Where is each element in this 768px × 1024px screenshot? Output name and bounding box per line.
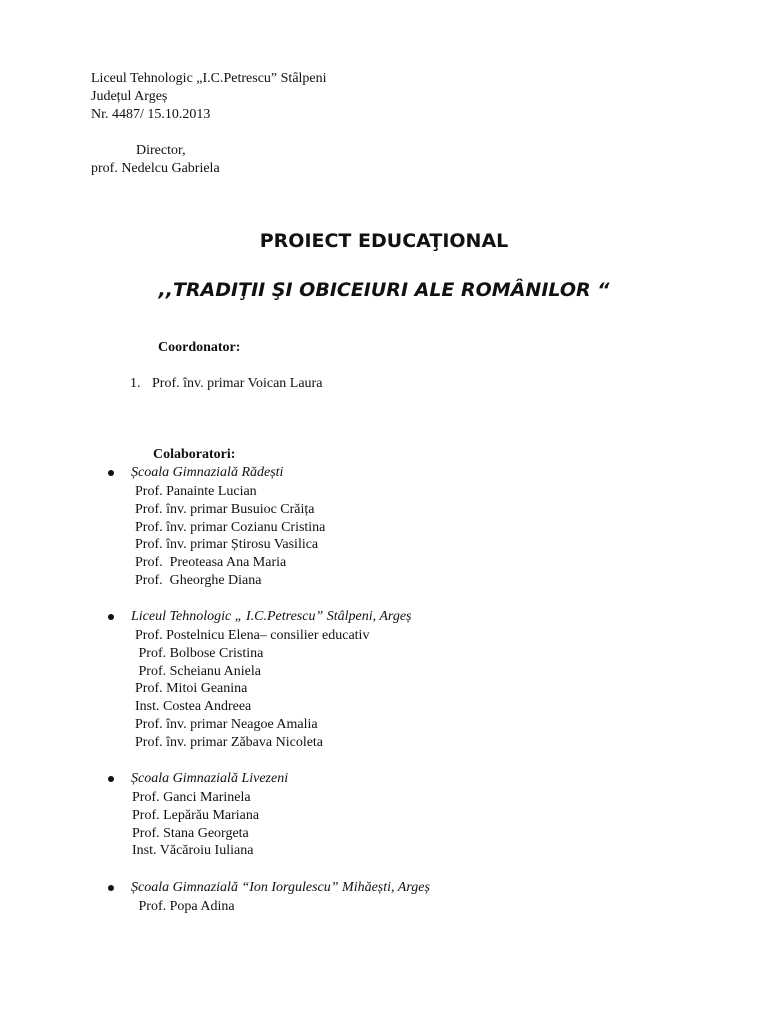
bullet-icon: [108, 885, 114, 891]
director-label: Director,: [136, 143, 186, 158]
list-item: Prof. înv. primar Cozianu Cristina: [135, 519, 326, 535]
list-item: Prof. Lepărău Mariana: [132, 807, 260, 823]
list-item: Prof. înv. primar Știrosu Vasilica: [135, 537, 319, 553]
bullet-icon: [108, 470, 114, 476]
list-item: Inst. Costea Andreea: [135, 699, 252, 715]
registration-number: Nr. 4487/ 15.10.2013: [91, 107, 211, 122]
collaborator-group: [108, 609, 412, 752]
list-item: Prof. Scheianu Aniela: [135, 663, 261, 679]
coordinator-label: Coordonator:: [158, 340, 241, 355]
school-name: Liceul Tehnologic „I.C.Petrescu” Stâlpeni: [91, 71, 327, 86]
list-item: Prof. Panainte Lucian: [135, 484, 257, 499]
collaborator-group: [108, 771, 289, 860]
list-item: Prof. înv. primar Neagoe Amalia: [135, 716, 318, 732]
bullet-icon: [108, 776, 114, 782]
collaborator-group: [108, 880, 430, 916]
document-subtitle: ,,TRADIŢII ŞI OBICEIURI ALE ROMÂNILOR “: [158, 279, 610, 301]
list-item: Prof. Gheorghe Diana: [135, 572, 262, 588]
list-item: Prof. înv. primar Busuioc Crăița: [135, 501, 315, 517]
list-item: Prof. Postelnicu Elena– consilier educativ: [135, 628, 370, 643]
collaborators-label: Colaboratori:: [153, 447, 236, 462]
group-heading: [108, 880, 430, 898]
list-item: Prof. Ganci Marinela: [132, 790, 251, 805]
group-school: Liceul Tehnologic „ I.C.Petrescu” Stâlpeni, Argeș: [131, 609, 412, 624]
list-item: Prof. Stana Georgeta: [132, 825, 249, 841]
group-heading: [108, 771, 289, 789]
document-title: PROIECT EDUCAŢIONAL: [259, 230, 509, 252]
coordinator-number: 1.: [130, 376, 141, 391]
group-school: Școala Gimnazială Rădești: [131, 465, 284, 480]
list-item: Prof. Bolbose Cristina: [135, 645, 264, 661]
list-item: Prof. Preoteasa Ana Maria: [135, 555, 287, 571]
director-name: prof. Nedelcu Gabriela: [91, 161, 220, 176]
collaborator-group: [108, 465, 325, 590]
group-heading: [108, 609, 412, 627]
coordinator-item: [130, 376, 322, 392]
list-item: Prof. Popa Adina: [135, 899, 235, 914]
list-item: Prof. Mitoi Geanina: [135, 681, 248, 697]
bullet-icon: [108, 614, 114, 620]
list-item: Inst. Văcăroiu Iuliana: [132, 843, 254, 859]
group-school: Școala Gimnazială Livezeni: [131, 771, 289, 786]
coordinator-name: Prof. înv. primar Voican Laura: [152, 376, 323, 391]
group-heading: [108, 465, 325, 483]
list-item: Prof. înv. primar Zăbava Nicoleta: [135, 734, 324, 750]
group-school: Școala Gimnazială “Ion Iorgulescu” Mihăești, Argeș: [131, 880, 430, 895]
county-name: Județul Argeș: [91, 89, 168, 104]
